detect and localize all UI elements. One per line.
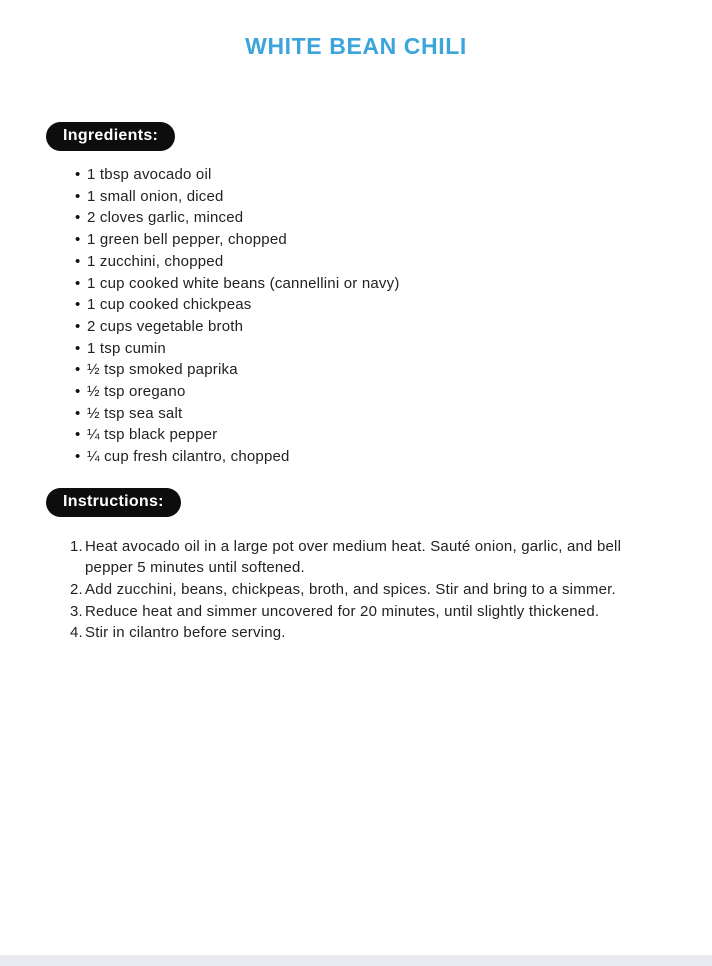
ingredient-item: • 1 cup cooked chickpeas <box>75 294 666 316</box>
page-title: WHITE BEAN CHILI <box>245 33 467 59</box>
step-number: 4. <box>70 624 83 642</box>
instructions-heading: Instructions: <box>46 488 181 517</box>
step-number: 2. <box>70 581 83 599</box>
ingredient-item: • 1 green bell pepper, chopped <box>75 229 666 251</box>
ingredient-item: • 1 zucchini, chopped <box>75 251 666 273</box>
ingredient-item: • ¼ cup fresh cilantro, chopped <box>75 446 666 468</box>
ingredient-item: • ¼ tsp black pepper <box>75 424 666 446</box>
step-text: Reduce heat and simmer uncovered for 20 minutes, until slightly thickened. <box>85 602 600 620</box>
instructions-section <box>46 488 666 644</box>
step-number: 3. <box>70 602 83 620</box>
instruction-step <box>70 601 655 623</box>
ingredient-item: • ½ tsp oregano <box>75 381 666 403</box>
instruction-step <box>70 622 655 644</box>
ingredient-item: • ½ tsp sea salt <box>75 403 666 425</box>
step-number: 1. <box>70 537 83 555</box>
instruction-step <box>70 536 655 579</box>
step-text: Add zucchini, beans, chickpeas, broth, and spices. Stir and bring to a simmer. <box>85 581 616 599</box>
ingredient-item: • ½ tsp smoked paprika <box>75 359 666 381</box>
instructions-list <box>70 536 655 644</box>
step-text: Stir in cilantro before serving. <box>85 624 286 642</box>
ingredient-item: • 2 cups vegetable broth <box>75 316 666 338</box>
ingredient-item: • 1 tsp cumin <box>75 338 666 360</box>
ingredient-item: • 1 tbsp avocado oil <box>75 164 666 186</box>
step-text: Heat avocado oil in a large pot over medium heat. Sauté onion, garlic, and bell pepper 5 minutes until softened. <box>85 537 622 577</box>
ingredient-item: • 2 cloves garlic, minced <box>75 207 666 229</box>
page-bottom-edge <box>0 955 712 966</box>
ingredients-heading: Ingredients: <box>46 122 175 151</box>
ingredients-section <box>46 122 666 468</box>
instruction-step <box>70 579 655 601</box>
ingredient-item: • 1 cup cooked white beans (cannellini or navy) <box>75 273 666 295</box>
ingredients-list <box>75 164 666 468</box>
ingredient-item: • 1 small onion, diced <box>75 186 666 208</box>
